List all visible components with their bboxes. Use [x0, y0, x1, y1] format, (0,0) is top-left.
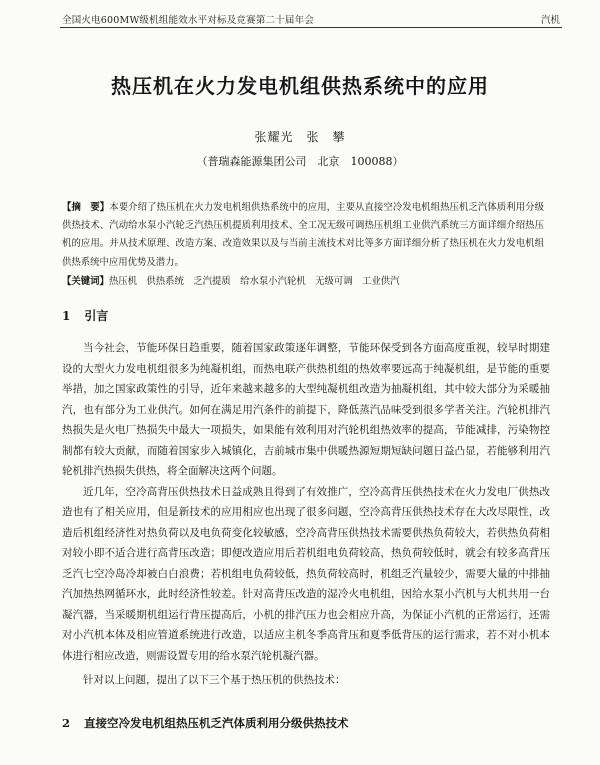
- paper-title: 热压机在火力发电机组供热系统中的应用: [111, 74, 489, 98]
- abstract: [62, 199, 544, 272]
- keywords: [62, 273, 544, 287]
- header-conference: 全国火电600MW级机组能效水平对标及竞赛第二十届年会: [62, 15, 315, 26]
- header-category: 汽机: [540, 15, 560, 26]
- section-2-heading: [62, 715, 349, 731]
- paragraph: 当今社会，节能环保日趋重要，随着国家政策逐年调整，节能环保受到各方面高度重视，较早时期建设的大型火力发电机组很多为纯凝机组，而热电联产供热机组的热效率要远高于纯凝机组，是节能的重要举措，加之国家政策性的引导，近年来越来越多的大型纯凝机组改造为抽凝机组，其中较大部分为采暖抽汽，也有部分为工业供汽。如何在满足用汽条件的前提下，降低蒸汽品味受到很多学者关注。汽轮机排汽热损失是火电厂热损失中最大一项损失，如果能有效利用对汽轮机组热效率的提高，节能减排，污染物控制都有较大贡献，而随着国家步入城镇化，吉前城市集中供暖热源短期短缺问题日益凸显，若能够利用汽轮机排汽热损失供热，将全面解决这两个问题。: [62, 342, 550, 477]
- section-2-number: 2: [62, 716, 71, 730]
- paper-authors: 张耀光 张 攀: [254, 130, 346, 144]
- abstract-label: 【摘 要】: [62, 202, 110, 213]
- keywords-text: 热压机 供热系统 乏汽提质 给水泵小汽轮机 无级可调 工业供汽: [108, 276, 400, 287]
- abstract-text: 本要介绍了热压机在火力发电机组供热系统中的应用，主要从直接空冷发电机组热压机乏汽体质利用分级供热技术、汽动给水泵小汽轮乏汽热压机提质利用技术、全工况无级可调热压机组工业供汽系统三方面详细介绍热压机的应用。并从技术原理、改造方案、改造效果以及与当前主流技术对比等多方面详细分析了热压机在火力发电机组供热系统中应用优势及潜力。: [62, 202, 544, 268]
- running-header: [62, 10, 560, 26]
- section-1-body: [62, 338, 550, 691]
- section-2-title: 直接空冷发电机组热压机乏汽体质利用分级供热技术: [84, 716, 349, 730]
- section-1-number: 1: [62, 309, 71, 323]
- paper-affiliation: （普瑞森能源集团公司 北京 100088）: [196, 155, 404, 168]
- section-1-title: 引言: [84, 309, 109, 323]
- header-rule: [60, 27, 562, 28]
- keywords-label: 【关键词】: [62, 276, 109, 287]
- paragraph: 近几年，空冷高背压供热技术日益成熟且得到了有效推广，空冷高背压供热技术在火力发电厂供热改造也有了相关应用，但是新技术的应用相应也出现了很多问题，空冷高背压供热技术存在大改尽限性，改造后机组经济性对热负荷以及电负荷变化较敏感，空冷高背压供热技术需要供热负荷较大，若供热负荷相对较小即不适合进行高背压改造；即便改造应用后若机组电负荷较高，热负荷较低时，就会有较多高背压乏汽七空冷岛冷却被白白浪费；若机组电负荷较低，热负荷较高时，机组乏汽量较少，需要大量的中排抽汽加热热网循环水，此时经济性较差。针对高背压改造的湿冷火电机组，因给水泵小汽机与大机共用一台凝汽器，当采暖期机组运行背压提高后，小机的排汽压力也会相应升高，为保证小汽机的正常运行，还需对小汽机本体及相应管道系统进行改造，以适应主机冬季高背压和夏季低背压的运行需求，若不对小机本体进行相应改造，则需设置专用的给水泵汽轮机凝汽器。: [62, 485, 550, 662]
- section-1-heading: [62, 307, 108, 324]
- paragraph: 针对以上问题，提出了以下三个基于热压机的供热技术：: [83, 674, 346, 686]
